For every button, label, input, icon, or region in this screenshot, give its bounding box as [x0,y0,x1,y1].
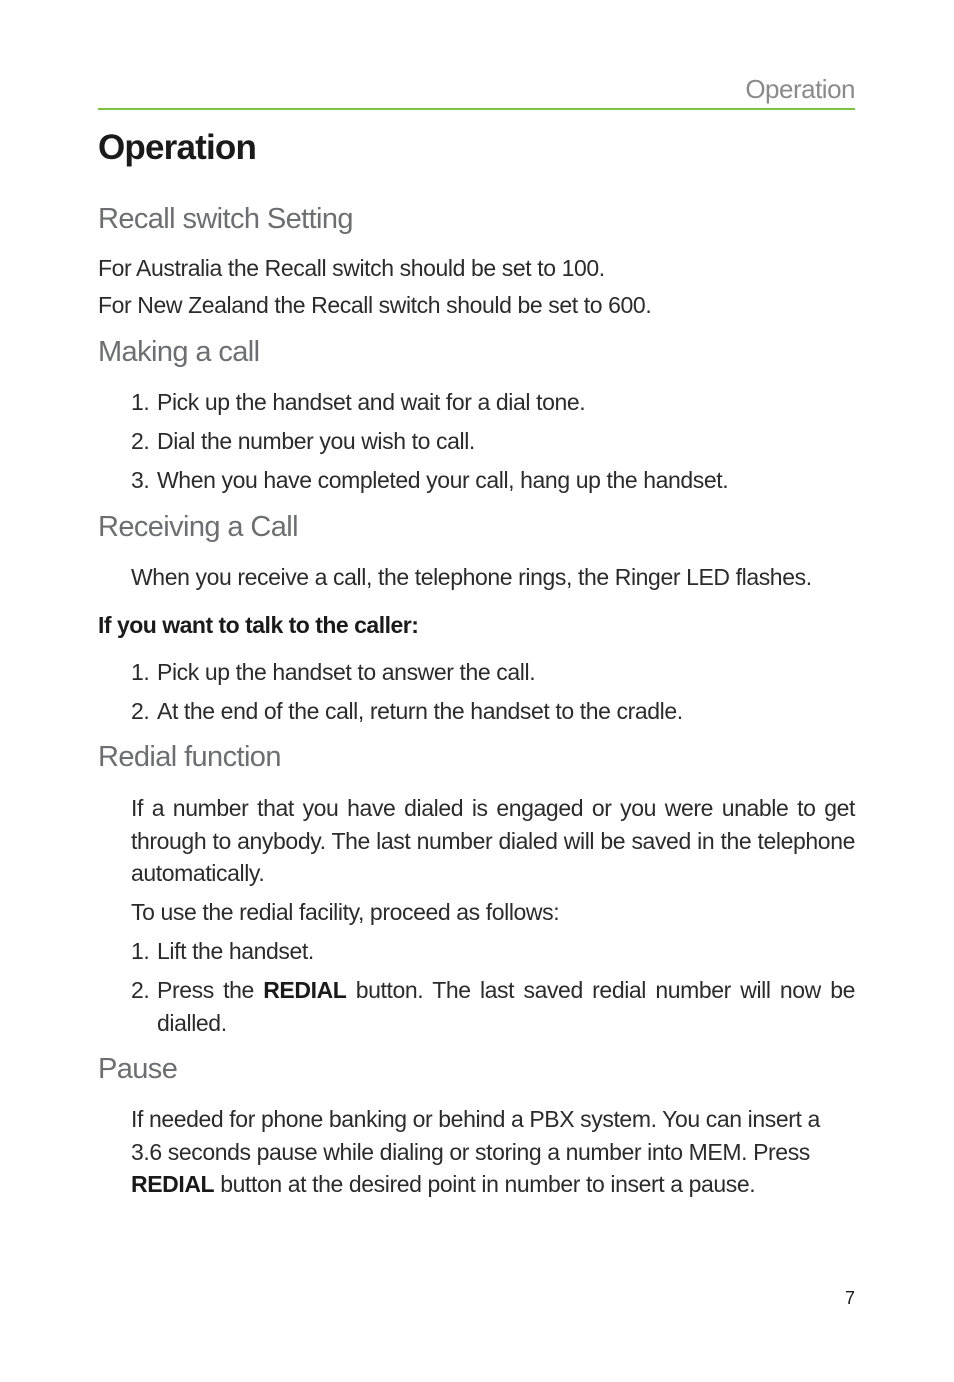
pause-text-post: button at the desired point in number to insert a pause. [220,1171,756,1197]
step-number: 1. [131,659,150,685]
step-number: 1. [131,389,150,415]
step-text: Pick up the handset and wait for a dial tone. [157,389,586,415]
pause-heading: Pause [98,1053,178,1085]
receiving-call-step [131,695,683,727]
receiving-call-heading: Receiving a Call [98,511,298,543]
redial-description: If a number that you have dialed is engaged or you were unable to get through to anybody. The last number dialed will be saved in the telephone automatically. [131,795,855,886]
redial-button-label: REDIAL [263,977,347,1003]
step-number: 1. [131,938,150,964]
receiving-call-step [131,656,535,688]
recall-line-australia: For Australia the Recall switch should be set to 100. [98,255,605,281]
redial-button-label: REDIAL [131,1171,215,1197]
redial-heading: Redial function [98,741,281,773]
making-call-heading: Making a call [98,336,260,368]
step-text-post: button. The last saved redial number will now be dialled. [157,977,855,1036]
step-number: 3. [131,467,150,493]
step-text [157,974,855,1039]
making-call-step [131,425,475,457]
recall-heading: Recall switch Setting [98,203,353,235]
redial-step [131,974,855,1039]
step-text: Pick up the handset to answer the call. [157,659,536,685]
step-text-pre: Press the [157,977,254,1003]
step-text: When you have completed your call, hang up the handset. [157,467,729,493]
step-number: 2. [131,698,150,724]
page-number: 7 [844,1288,855,1308]
pause-description [131,1103,831,1201]
step-text: Lift the handset. [157,938,314,964]
step-number: 2. [131,428,150,454]
step-number: 2. [131,977,150,1003]
talk-to-caller-subheading: If you want to talk to the caller: [98,612,419,638]
receiving-call-intro: When you receive a call, the telephone rings, the Ringer LED flashes. [131,564,812,590]
recall-line-new-zealand: For New Zealand the Recall switch should be set to 600. [98,292,652,318]
pause-text: If needed for phone banking or behind a PBX system. You can insert a 3.6 seconds pause while dialing or storing a number into MEM. Press [131,1106,820,1165]
redial-step [131,935,314,967]
page-title: Operation [98,128,257,167]
redial-intro: To use the redial facility, proceed as follows: [131,899,560,925]
making-call-step [131,386,585,418]
making-call-step [131,464,728,496]
step-text: Dial the number you wish to call. [157,428,475,454]
running-header: Operation [745,74,855,104]
header-rule [98,108,855,110]
step-text: At the end of the call, return the handset to the cradle. [157,698,683,724]
